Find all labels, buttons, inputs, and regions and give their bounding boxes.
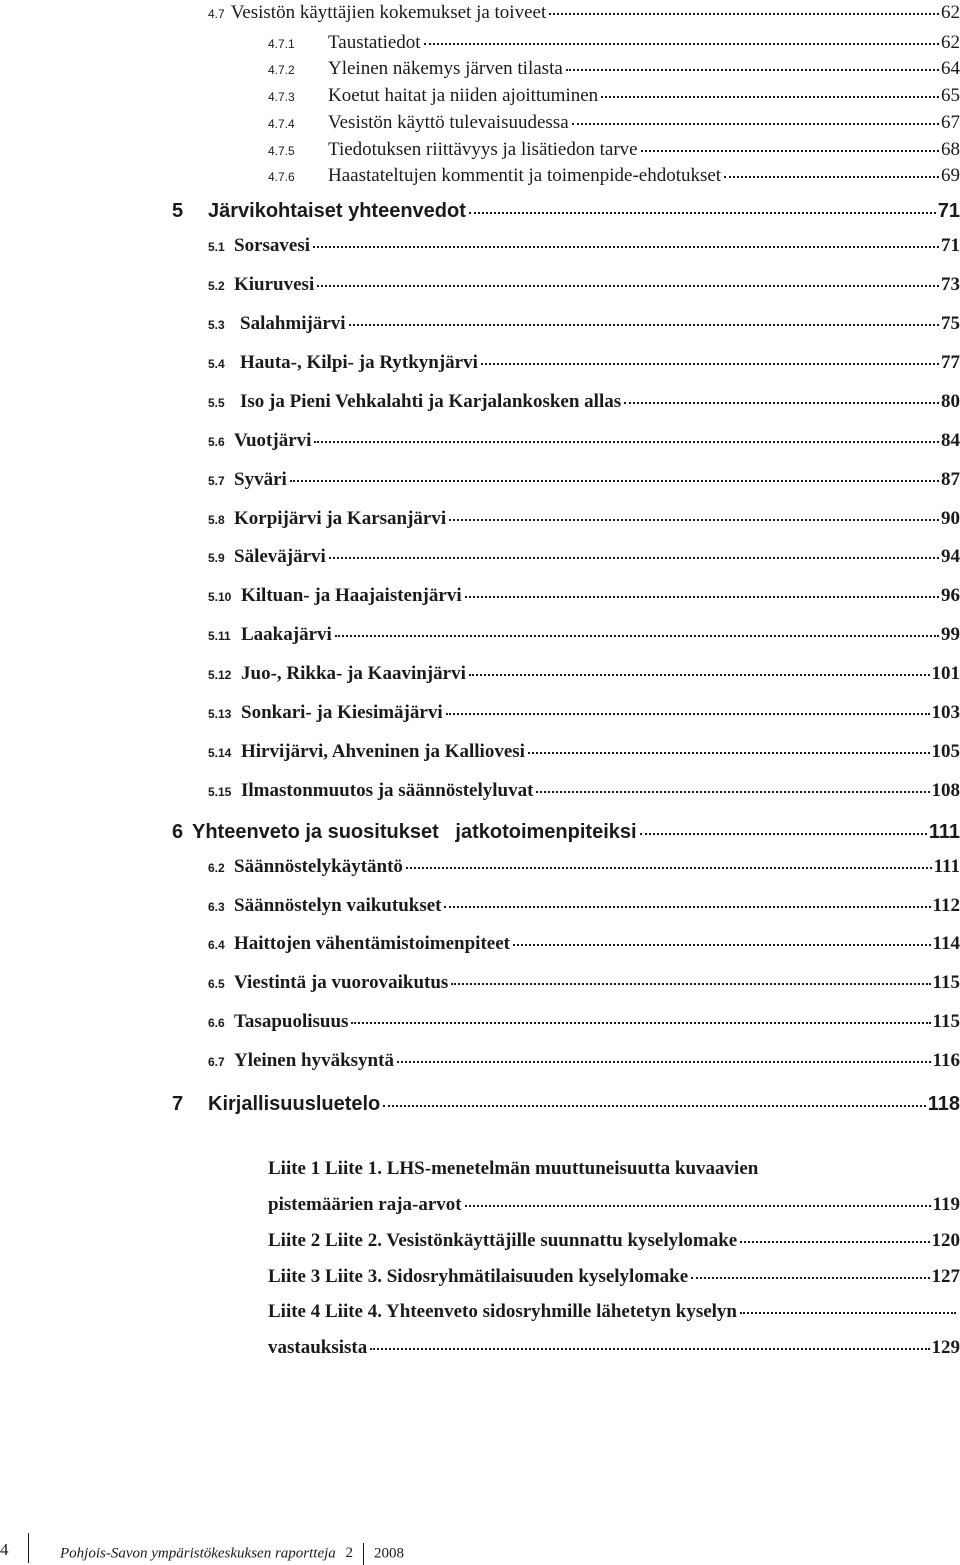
section-title: Ilmastonmuutos ja säännöstelyluvat <box>241 780 533 802</box>
toc-entry-5-1[interactable] <box>208 235 960 257</box>
page-number: 87 <box>941 469 960 491</box>
toc-entry-5-2[interactable] <box>208 274 960 296</box>
section-title: Syväri <box>234 469 287 491</box>
toc-entry-5-7[interactable] <box>208 469 960 491</box>
page-number: 77 <box>941 352 960 374</box>
section-number: 6.5 <box>208 977 234 991</box>
toc-entry-5-5[interactable] <box>208 391 960 413</box>
dot-leader <box>313 246 939 248</box>
dot-leader <box>465 1205 931 1207</box>
section-title: Hauta-, Kilpi- ja Rytkynjärvi <box>240 352 478 374</box>
appendix-4-line1[interactable] <box>268 1301 960 1323</box>
section-number: 5.12 <box>208 668 241 682</box>
dot-leader <box>446 713 930 715</box>
page-number: 62 <box>941 32 960 54</box>
section-title: Korpijärvi ja Karsanjärvi <box>234 508 446 530</box>
dot-leader <box>469 212 936 214</box>
page-number: 129 <box>932 1337 960 1359</box>
page-number: 111 <box>929 821 960 844</box>
page-number: 101 <box>932 663 960 685</box>
page-number: 114 <box>933 933 960 955</box>
toc-entry-6-4[interactable] <box>208 933 960 955</box>
page-number: 94 <box>941 546 960 568</box>
toc-chapter-6[interactable] <box>172 821 960 844</box>
dot-leader <box>383 1105 925 1107</box>
dot-leader <box>469 674 930 676</box>
page-number: 90 <box>941 508 960 530</box>
toc-entry-4-7-2[interactable] <box>268 58 960 80</box>
dot-leader <box>351 1022 930 1024</box>
section-title: Säännöstelyn vaikutukset <box>234 895 441 917</box>
page-number: 71 <box>941 235 960 257</box>
page-number: 108 <box>932 780 960 802</box>
page-number: 118 <box>928 1093 960 1116</box>
page-number: 112 <box>933 895 960 917</box>
toc-entry-6-3[interactable] <box>208 895 960 917</box>
section-title: Säännöstelykäytäntö <box>234 856 403 878</box>
section-number: 4.7.6 <box>268 170 328 184</box>
page-number: 103 <box>932 702 960 724</box>
page-number: 116 <box>933 1050 960 1072</box>
footer-separator <box>363 1543 364 1565</box>
section-number: 5.13 <box>208 707 241 721</box>
dot-leader <box>317 285 939 287</box>
toc-entry-5-9[interactable] <box>208 546 960 568</box>
dot-leader <box>406 867 932 869</box>
section-number: 5.15 <box>208 785 241 799</box>
section-title: Säleväjärvi <box>234 546 326 568</box>
section-title: Juo-, Rikka- ja Kaavinjärvi <box>241 663 466 685</box>
appendix-title: Liite 4 Liite 4. Yhteenveto sidosryhmille lähetetyn kyselyn <box>268 1301 737 1323</box>
dot-leader <box>724 176 939 178</box>
page-number: 67 <box>941 112 960 134</box>
toc-entry-5-6[interactable] <box>208 430 960 452</box>
page-number: 119 <box>933 1194 960 1216</box>
section-number: 5.6 <box>208 435 234 449</box>
section-number: 6.2 <box>208 861 234 875</box>
section-title: Kiltuan- ja Haajaistenjärvi <box>241 585 462 607</box>
dot-leader <box>449 519 939 521</box>
section-title: Vuotjärvi <box>234 430 311 452</box>
section-title: Hirvijärvi, Ahveninen ja Kalliovesi <box>241 741 525 763</box>
toc-entry-6-6[interactable] <box>208 1011 960 1033</box>
toc-entry-4-7-3[interactable] <box>268 85 960 107</box>
section-title: Yleinen hyväksyntä <box>234 1050 394 1072</box>
toc-entry-4-7-4[interactable] <box>268 112 960 134</box>
dot-leader <box>451 983 930 985</box>
toc-chapter-5[interactable] <box>172 200 960 223</box>
dot-leader <box>641 150 939 152</box>
page-number: 75 <box>941 313 960 335</box>
section-title: Haittojen vähentämistoimenpiteet <box>234 933 510 955</box>
appendix-2[interactable] <box>268 1230 960 1252</box>
toc-entry-4-7-1[interactable] <box>268 32 960 54</box>
chapter-title: Yhteenveto ja suositukset jatkotoimenpiteiksi <box>192 821 637 844</box>
page-number: 115 <box>933 1011 960 1033</box>
dot-leader <box>601 96 939 98</box>
section-number: 5.14 <box>208 746 241 760</box>
section-number: 6.6 <box>208 1016 234 1030</box>
dot-leader <box>536 791 929 793</box>
dot-leader <box>624 402 939 404</box>
toc-entry-6-5[interactable] <box>208 972 960 994</box>
section-number: 4.7.1 <box>268 37 328 51</box>
toc-entry-5-4[interactable] <box>208 352 960 374</box>
dot-leader <box>465 596 939 598</box>
appendix-title: Liite 2 Liite 2. Vesistönkäyttäjille suunnattu kyselylomake <box>268 1230 737 1252</box>
toc-entry-4-7-5[interactable] <box>268 139 960 161</box>
appendix-title: Liite 1 Liite 1. LHS-menetelmän muuttuneisuutta kuvaavien <box>268 1158 758 1180</box>
page-number: 120 <box>932 1230 960 1252</box>
dot-leader <box>640 833 927 835</box>
page-number: 99 <box>941 624 960 646</box>
toc-entry-5-15[interactable] <box>208 780 960 802</box>
section-title: Iso ja Pieni Vehkalahti ja Karjalankosken allas <box>240 391 621 413</box>
toc-entry-4-7[interactable] <box>208 2 960 24</box>
section-title: Laakajärvi <box>241 624 332 646</box>
page-number: 127 <box>932 1266 960 1288</box>
footer-year: 2008 <box>374 1545 404 1561</box>
footer-page-number: 4 <box>0 1540 9 1560</box>
page-number: 73 <box>941 274 960 296</box>
section-title: Haastateltujen kommentit ja toimenpide-ehdotukset <box>328 165 721 187</box>
chapter-number: 7 <box>172 1093 208 1116</box>
dot-leader <box>349 324 939 326</box>
page-number: 84 <box>941 430 960 452</box>
section-title: Sorsavesi <box>234 235 310 257</box>
section-number: 5.3 <box>208 318 240 332</box>
section-number: 5.8 <box>208 513 234 527</box>
footer-margin-rule <box>28 1533 29 1563</box>
section-number: 4.7 <box>208 7 225 21</box>
appendix-title: Liite 3 Liite 3. Sidosryhmätilaisuuden kyselylomake <box>268 1266 688 1288</box>
toc-entry-5-14[interactable] <box>208 741 960 763</box>
footer-publication <box>60 1543 404 1565</box>
toc-entry-5-11[interactable] <box>208 624 960 646</box>
section-title: Taustatiedot <box>328 32 421 54</box>
toc-chapter-7[interactable] <box>172 1093 960 1116</box>
section-number: 5.11 <box>208 629 241 643</box>
section-number: 5.9 <box>208 551 234 565</box>
dot-leader <box>740 1312 956 1314</box>
dot-leader <box>397 1061 931 1063</box>
section-number: 5.7 <box>208 474 234 488</box>
chapter-title: Järvikohtaiset yhteenvedot <box>208 200 466 223</box>
dot-leader <box>572 123 939 125</box>
toc-entry-6-7[interactable] <box>208 1050 960 1072</box>
appendix-1-line2[interactable] <box>268 1194 960 1216</box>
section-number: 6.3 <box>208 900 234 914</box>
page-number: 71 <box>938 200 960 223</box>
chapter-number: 5 <box>172 200 208 223</box>
section-number: 4.7.4 <box>268 117 328 131</box>
page-number: 65 <box>941 85 960 107</box>
dot-leader <box>566 69 939 71</box>
dot-leader <box>444 906 930 908</box>
page-number: 96 <box>941 585 960 607</box>
footer-publication-title: Pohjois-Savon ympäristökeskuksen raportteja <box>60 1545 336 1561</box>
appendix-title-continued: pistemäärien raja-arvot <box>268 1194 462 1216</box>
section-number: 5.4 <box>208 357 240 371</box>
dot-leader <box>513 944 931 946</box>
section-title: Yleinen näkemys järven tilasta <box>328 58 563 80</box>
section-title: Kiuruvesi <box>234 274 314 296</box>
section-title: Salahmijärvi <box>240 313 346 335</box>
dot-leader <box>335 635 939 637</box>
section-title: Tasapuolisuus <box>234 1011 348 1033</box>
dot-leader <box>549 13 939 15</box>
dot-leader <box>528 752 930 754</box>
section-number: 6.7 <box>208 1055 234 1069</box>
section-number: 5.2 <box>208 279 234 293</box>
appendix-1-line1[interactable] <box>268 1158 960 1180</box>
chapter-number: 6 <box>172 821 192 844</box>
section-number: 4.7.2 <box>268 63 328 77</box>
page-number: 105 <box>932 741 960 763</box>
dot-leader <box>329 557 939 559</box>
appendix-3[interactable] <box>268 1266 960 1288</box>
page-number: 68 <box>941 139 960 161</box>
toc-entry-5-8[interactable] <box>208 508 960 530</box>
section-title: Koetut haitat ja niiden ajoittuminen <box>328 85 598 107</box>
dot-leader <box>691 1277 929 1279</box>
appendix-title-continued: vastauksista <box>268 1337 367 1359</box>
toc-entry-5-3[interactable] <box>208 313 960 335</box>
dot-leader <box>424 43 939 45</box>
section-number: 5.10 <box>208 590 241 604</box>
section-title: Sonkari- ja Kiesimäjärvi <box>241 702 443 724</box>
toc-entry-5-13[interactable] <box>208 702 960 724</box>
page-number: 69 <box>941 165 960 187</box>
section-number: 4.7.5 <box>268 144 328 158</box>
toc-entry-5-10[interactable] <box>208 585 960 607</box>
page-number: 80 <box>941 391 960 413</box>
footer-issue: 2 <box>346 1545 354 1561</box>
appendix-4-line2[interactable] <box>268 1337 960 1359</box>
dot-leader <box>740 1241 929 1243</box>
toc-entry-4-7-6[interactable] <box>268 165 960 187</box>
dot-leader <box>290 480 939 482</box>
section-title: Tiedotuksen riittävyys ja lisätiedon tarve <box>328 139 638 161</box>
page-number: 115 <box>933 972 960 994</box>
section-number: 4.7.3 <box>268 90 328 104</box>
section-number: 6.4 <box>208 938 234 952</box>
page-number: 64 <box>941 58 960 80</box>
toc-entry-6-2[interactable] <box>208 856 960 878</box>
dot-leader <box>314 441 939 443</box>
dot-leader <box>370 1348 929 1350</box>
section-number: 5.1 <box>208 240 234 254</box>
section-title: Vesistön käyttö tulevaisuudessa <box>328 112 569 134</box>
toc-entry-5-12[interactable] <box>208 663 960 685</box>
page-number: 62 <box>941 2 960 24</box>
page-number: 111 <box>934 856 960 878</box>
chapter-title: Kirjallisuusluetelo <box>208 1093 380 1116</box>
section-title: Viestintä ja vuorovaikutus <box>234 972 448 994</box>
section-number: 5.5 <box>208 396 240 410</box>
section-title: Vesistön käyttäjien kokemukset ja toiveet <box>231 2 547 24</box>
dot-leader <box>481 363 939 365</box>
